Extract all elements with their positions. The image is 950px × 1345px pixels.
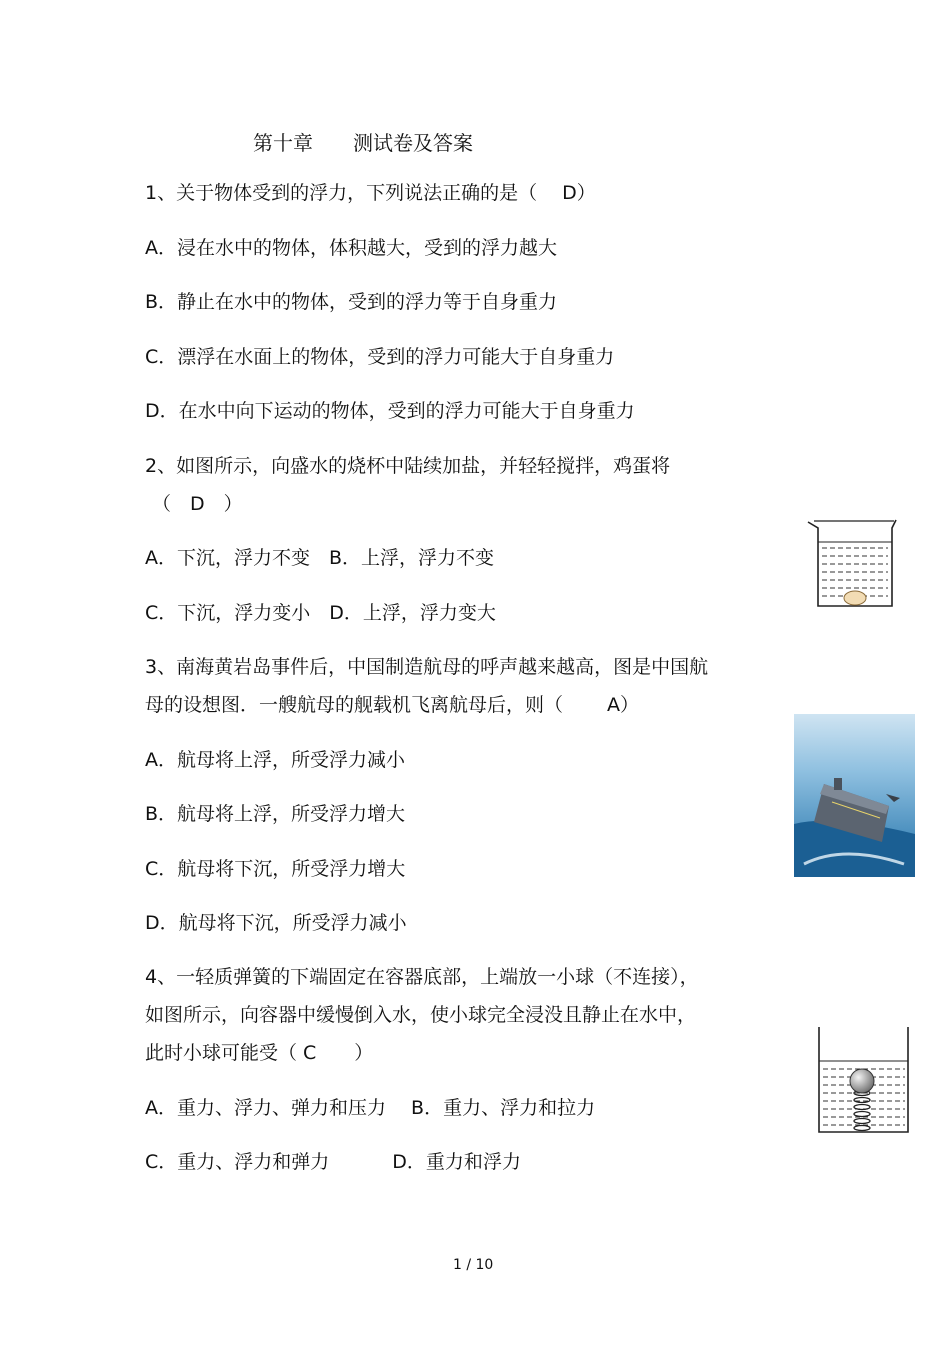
q3-option-b: B．航母将上浮，所受浮力增大 (145, 803, 406, 825)
q4-options-ab: A．重力、浮力、弹力和压力 B．重力、浮力和拉力 (145, 1097, 596, 1119)
beaker-egg-figure (806, 516, 898, 610)
q2-options-ab: A．下沉，浮力不变 B．上浮，浮力不变 (145, 547, 495, 569)
q2-options-cd: C．下沉，浮力变小 D．上浮，浮力变大 (145, 602, 496, 624)
q4-stem-line1: 4、一轻质弹簧的下端固定在容器底部，上端放一小球（不连接）， (145, 966, 699, 988)
page-number: 1 / 10 (453, 1257, 494, 1273)
q4-options-cd: C．重力、浮力和弹力 D．重力和浮力 (145, 1151, 521, 1173)
spring-ball-container-figure (817, 1025, 911, 1135)
ball-icon (850, 1069, 874, 1093)
q3-stem-line1: 3、南海黄岩岛事件后，中国制造航母的呼声越来越高，图是中国航 (145, 656, 709, 678)
q3-stem-line2: 母的设想图．一艘航母的舰载机飞离航母后，则（ A） (145, 694, 640, 716)
egg-icon (844, 591, 866, 605)
q1-option-a: A．浸在水中的物体，体积越大，受到的浮力越大 (145, 237, 557, 259)
q3-option-a: A．航母将上浮，所受浮力减小 (145, 749, 405, 771)
page-title: 第十章 测试卷及答案 (253, 131, 473, 155)
q1-option-b: B．静止在水中的物体，受到的浮力等于自身重力 (145, 291, 558, 313)
q1-stem: 1、关于物体受到的浮力，下列说法正确的是（ D） (145, 182, 596, 204)
q2-stem-line1: 2、如图所示，向盛水的烧杯中陆续加盐，并轻轻搅拌，鸡蛋将 (145, 455, 671, 477)
q3-option-d: D．航母将下沉，所受浮力减小 (145, 912, 407, 934)
q1-option-d: D．在水中向下运动的物体，受到的浮力可能大于自身重力 (145, 400, 635, 422)
q3-option-c: C．航母将下沉，所受浮力增大 (145, 858, 406, 880)
q4-stem-line2: 如图所示，向容器中缓慢倒入水，使小球完全浸没且静止在水中， (145, 1004, 697, 1026)
q1-option-c: C．漂浮在水面上的物体，受到的浮力可能大于自身重力 (145, 346, 615, 368)
aircraft-carrier-image (794, 714, 915, 877)
q4-stem-line3: 此时小球可能受（ C ） (145, 1042, 374, 1064)
q2-stem-line2: （ D ） (152, 493, 243, 515)
